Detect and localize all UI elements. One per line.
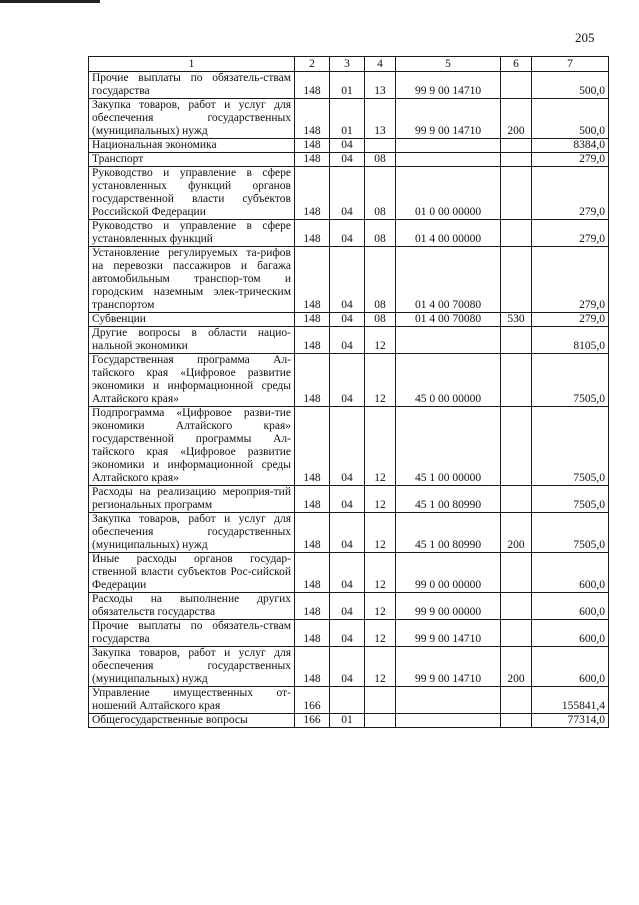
row-target-code: [396, 687, 501, 714]
row-target-code: 01 4 00 00000: [396, 220, 501, 247]
row-amount: 279,0: [532, 167, 609, 220]
row-subsection-code: 08: [365, 220, 396, 247]
row-name: Другие вопросы в области нацио-нальной экономики: [89, 327, 295, 354]
row-subsection-code: 08: [365, 153, 396, 167]
row-name: Закупка товаров, работ и услуг для обеспечения государственных (муниципальных) нужд: [89, 99, 295, 139]
row-name: Руководство и управление в сфере установленных функций: [89, 220, 295, 247]
row-admin-code: 148: [295, 247, 330, 313]
row-target-code: [396, 714, 501, 728]
row-section-code: 04: [330, 167, 365, 220]
table-row: [89, 313, 609, 327]
row-expense-type: [501, 327, 532, 354]
row-admin-code: 148: [295, 553, 330, 593]
row-amount: 279,0: [532, 153, 609, 167]
row-target-code: 45 0 00 00000: [396, 354, 501, 407]
row-admin-code: 166: [295, 714, 330, 728]
table-row: [89, 647, 609, 687]
row-expense-type: 200: [501, 647, 532, 687]
row-amount: 600,0: [532, 593, 609, 620]
row-amount: 500,0: [532, 72, 609, 99]
header-cell: 6: [501, 57, 532, 72]
row-expense-type: 530: [501, 313, 532, 327]
row-subsection-code: 12: [365, 354, 396, 407]
row-name: Прочие выплаты по обязатель-ствам государства: [89, 72, 295, 99]
table-row: [89, 553, 609, 593]
row-admin-code: 148: [295, 620, 330, 647]
row-section-code: 01: [330, 99, 365, 139]
header-cell: 4: [365, 57, 396, 72]
row-name: Субвенции: [89, 313, 295, 327]
row-amount: 500,0: [532, 99, 609, 139]
row-amount: 8384,0: [532, 139, 609, 153]
header-cell: 2: [295, 57, 330, 72]
row-subsection-code: 12: [365, 620, 396, 647]
row-expense-type: [501, 593, 532, 620]
row-name: Общегосударственные вопросы: [89, 714, 295, 728]
table-row: [89, 486, 609, 513]
table-row: [89, 354, 609, 407]
row-section-code: 04: [330, 513, 365, 553]
row-target-code: [396, 153, 501, 167]
table-row: [89, 687, 609, 714]
row-admin-code: 148: [295, 99, 330, 139]
row-target-code: 99 9 00 14710: [396, 99, 501, 139]
row-amount: 7505,0: [532, 407, 609, 486]
row-admin-code: 148: [295, 354, 330, 407]
row-section-code: 04: [330, 327, 365, 354]
row-expense-type: 200: [501, 513, 532, 553]
row-subsection-code: 12: [365, 327, 396, 354]
row-expense-type: [501, 153, 532, 167]
row-subsection-code: 08: [365, 167, 396, 220]
row-expense-type: [501, 620, 532, 647]
row-name: Расходы на выполнение других обязательств государства: [89, 593, 295, 620]
row-admin-code: 148: [295, 327, 330, 354]
row-target-code: 45 1 00 80990: [396, 513, 501, 553]
row-target-code: [396, 139, 501, 153]
row-target-code: 99 0 00 00000: [396, 553, 501, 593]
row-amount: 7505,0: [532, 486, 609, 513]
row-expense-type: [501, 354, 532, 407]
table-row: [89, 99, 609, 139]
header-cell: 3: [330, 57, 365, 72]
row-section-code: [330, 687, 365, 714]
table-row: [89, 167, 609, 220]
row-expense-type: [501, 167, 532, 220]
row-subsection-code: 12: [365, 647, 396, 687]
row-name: Управление имущественных от-ношений Алтайского края: [89, 687, 295, 714]
table-row: [89, 139, 609, 153]
row-subsection-code: 08: [365, 313, 396, 327]
table-row: [89, 407, 609, 486]
row-expense-type: [501, 139, 532, 153]
row-target-code: 45 1 00 00000: [396, 407, 501, 486]
row-subsection-code: 12: [365, 553, 396, 593]
row-subsection-code: [365, 714, 396, 728]
row-admin-code: 148: [295, 167, 330, 220]
row-amount: 600,0: [532, 553, 609, 593]
row-name: Национальная экономика: [89, 139, 295, 153]
row-admin-code: 148: [295, 647, 330, 687]
row-target-code: 99 9 00 14710: [396, 72, 501, 99]
row-subsection-code: [365, 139, 396, 153]
row-expense-type: [501, 486, 532, 513]
row-target-code: 45 1 00 80990: [396, 486, 501, 513]
row-target-code: 01 0 00 00000: [396, 167, 501, 220]
table-body: [89, 72, 609, 728]
row-name: Руководство и управление в сфере установленных функций органов государственной власти субъектов Российской Федерации: [89, 167, 295, 220]
row-target-code: 99 9 00 14710: [396, 620, 501, 647]
row-amount: 279,0: [532, 313, 609, 327]
row-section-code: 01: [330, 714, 365, 728]
top-rule: [0, 0, 100, 3]
row-expense-type: [501, 247, 532, 313]
row-amount: 600,0: [532, 620, 609, 647]
row-amount: 7505,0: [532, 354, 609, 407]
row-section-code: 04: [330, 313, 365, 327]
row-admin-code: 148: [295, 72, 330, 99]
row-subsection-code: 12: [365, 593, 396, 620]
row-expense-type: [501, 687, 532, 714]
row-amount: 155841,4: [532, 687, 609, 714]
row-name: Транспорт: [89, 153, 295, 167]
header-cell: 7: [532, 57, 609, 72]
row-admin-code: 166: [295, 687, 330, 714]
row-subsection-code: 13: [365, 99, 396, 139]
row-subsection-code: 12: [365, 513, 396, 553]
row-target-code: 01 4 00 70080: [396, 247, 501, 313]
row-expense-type: [501, 407, 532, 486]
row-admin-code: 148: [295, 486, 330, 513]
row-name: Расходы на реализацию мероприя-тий региональных программ: [89, 486, 295, 513]
row-name: Подпрограмма «Цифровое разви-тие экономики Алтайского края» государственной программы Ал-тайского края «Цифровое развитие экономики и информационной среды Алтайского края»: [89, 407, 295, 486]
row-section-code: 04: [330, 354, 365, 407]
row-name: Закупка товаров, работ и услуг для обеспечения государственных (муниципальных) нужд: [89, 513, 295, 553]
header-cell: 1: [89, 57, 295, 72]
row-admin-code: 148: [295, 313, 330, 327]
row-section-code: 04: [330, 593, 365, 620]
row-amount: 77314,0: [532, 714, 609, 728]
table-row: [89, 513, 609, 553]
row-admin-code: 148: [295, 220, 330, 247]
row-subsection-code: 12: [365, 407, 396, 486]
row-amount: 279,0: [532, 220, 609, 247]
row-expense-type: [501, 553, 532, 593]
row-admin-code: 148: [295, 513, 330, 553]
row-section-code: 04: [330, 647, 365, 687]
row-name: Государственная программа Ал-тайского края «Цифровое развитие экономики и информационной среды Алтайского края»: [89, 354, 295, 407]
budget-table: [88, 56, 609, 728]
row-name: Иные расходы органов государ-ственной власти субъектов Рос-сийской Федерации: [89, 553, 295, 593]
row-amount: 600,0: [532, 647, 609, 687]
page-number: 205: [575, 30, 595, 45]
row-expense-type: [501, 220, 532, 247]
table-row: [89, 593, 609, 620]
row-expense-type: [501, 714, 532, 728]
row-target-code: 99 9 00 14710: [396, 647, 501, 687]
row-amount: 279,0: [532, 247, 609, 313]
row-section-code: 04: [330, 220, 365, 247]
row-name: Закупка товаров, работ и услуг для обеспечения государственных (муниципальных) нужд: [89, 647, 295, 687]
row-expense-type: [501, 72, 532, 99]
row-name: Установление регулируемых та-рифов на перевозки пассажиров и багажа автомобильным транспор-том и городским наземным элек-трическим транспортом: [89, 247, 295, 313]
row-section-code: 04: [330, 407, 365, 486]
row-section-code: 04: [330, 486, 365, 513]
table-row: [89, 620, 609, 647]
table-row: [89, 153, 609, 167]
table-row: [89, 327, 609, 354]
row-name: Прочие выплаты по обязатель-ствам государства: [89, 620, 295, 647]
table-row: [89, 72, 609, 99]
row-subsection-code: 12: [365, 486, 396, 513]
row-admin-code: 148: [295, 407, 330, 486]
table-row: [89, 714, 609, 728]
header-cell: 5: [396, 57, 501, 72]
row-target-code: 99 9 00 00000: [396, 593, 501, 620]
row-amount: 8105,0: [532, 327, 609, 354]
row-section-code: 04: [330, 553, 365, 593]
row-expense-type: 200: [501, 99, 532, 139]
row-target-code: 01 4 00 70080: [396, 313, 501, 327]
row-subsection-code: 08: [365, 247, 396, 313]
row-admin-code: 148: [295, 153, 330, 167]
row-admin-code: 148: [295, 139, 330, 153]
row-admin-code: 148: [295, 593, 330, 620]
table-row: [89, 247, 609, 313]
row-section-code: 04: [330, 139, 365, 153]
row-subsection-code: 13: [365, 72, 396, 99]
row-section-code: 04: [330, 153, 365, 167]
row-subsection-code: [365, 687, 396, 714]
row-target-code: [396, 327, 501, 354]
row-amount: 7505,0: [532, 513, 609, 553]
row-section-code: 01: [330, 72, 365, 99]
header-row: [89, 57, 609, 72]
row-section-code: 04: [330, 620, 365, 647]
table-row: [89, 220, 609, 247]
row-section-code: 04: [330, 247, 365, 313]
